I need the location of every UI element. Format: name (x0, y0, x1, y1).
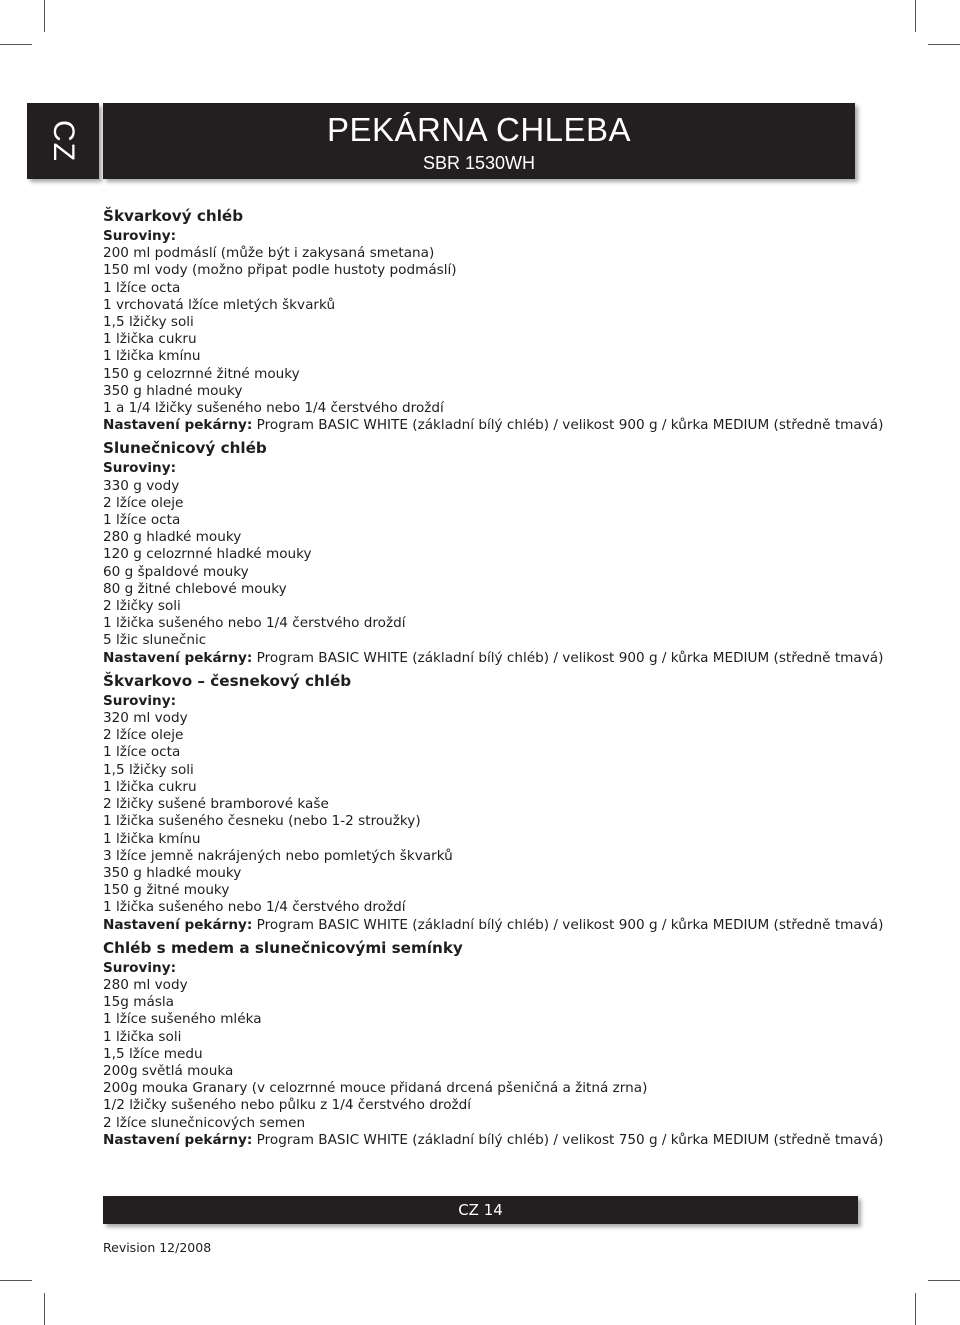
recipe-title: Slunečnicový chléb (103, 439, 267, 458)
settings-value: Program BASIC WHITE (základní bílý chléb) / velikost 900 g / kůrka MEDIUM (středně tmavá) (252, 649, 884, 666)
ingredient-item: 320 ml vody (103, 710, 188, 727)
ingredient-item: 150 ml vody (možno připat podle hustoty podmáslí) (103, 262, 457, 279)
ingredient-item: 200 ml podmáslí (může být i zakysaná smetana) (103, 245, 435, 262)
settings-value: Program BASIC WHITE (základní bílý chléb) / velikost 750 g / kůrka MEDIUM (středně tmavá) (252, 1131, 884, 1148)
ingredient-item: 280 ml vody (103, 976, 188, 993)
page-title: PEKÁRNA CHLEBA (326, 111, 632, 148)
crop-mark (44, 1293, 45, 1325)
bakery-settings (103, 916, 884, 934)
settings-value: Program BASIC WHITE (základní bílý chléb) / velikost 900 g / kůrka MEDIUM (středně tmavá) (252, 916, 884, 933)
ingredient-item: 2 lžičky sušené bramborové kaše (103, 796, 329, 813)
language-tab (27, 103, 99, 179)
recipe-section (103, 438, 884, 666)
ingredient-item: 1 lžička soli (103, 1028, 182, 1045)
ingredients-label: Suroviny: (103, 460, 177, 477)
ingredient-item: 1,5 lžičky soli (103, 761, 194, 778)
ingredient-item: 150 g žitné mouky (103, 882, 230, 899)
ingredient-item: 350 g hladné mouky (103, 382, 243, 399)
page-number: CZ 14 (458, 1201, 503, 1219)
ingredient-item: 280 g hladké mouky (103, 529, 242, 546)
ingredient-item: 2 lžíce oleje (103, 727, 184, 744)
ingredient-item: 200g mouka Granary (v celozrnné mouce přidaná drcená pšeničná a žitná zrna) (103, 1080, 648, 1097)
ingredient-item: 1 lžička sušeného nebo 1/4 čerstvého droždí (103, 899, 406, 916)
settings-value: Program BASIC WHITE (základní bílý chléb) / velikost 900 g / kůrka MEDIUM (středně tmavá) (252, 417, 884, 434)
crop-mark (0, 1280, 32, 1281)
crop-mark (44, 0, 45, 32)
ingredient-item: 1 lžíce octa (103, 279, 181, 296)
ingredient-item: 200g světlá mouka (103, 1062, 234, 1079)
page-number-bar (103, 1196, 858, 1224)
ingredient-item: 5 lžic slunečnic (103, 632, 207, 649)
ingredient-item: 2 lžíce oleje (103, 494, 184, 511)
ingredient-item: 2 lžičky soli (103, 598, 181, 615)
ingredient-item: 1 lžička kmínu (103, 348, 201, 365)
bakery-settings (103, 417, 884, 434)
crop-mark (915, 0, 916, 32)
ingredient-item: 1 lžička sušeného česneku (nebo 1-2 stroužky) (103, 813, 421, 830)
recipe-title: Škvarkovo – česnekový chléb (103, 671, 352, 690)
settings-label: Nastavení pekárny: (103, 649, 253, 666)
ingredient-item: 1 vrchovatá lžíce mletých škvarků (103, 296, 336, 313)
ingredient-item: 1,5 lžičky soli (103, 314, 194, 331)
ingredient-item: 60 g špaldové mouky (103, 563, 249, 580)
crop-mark (915, 1293, 916, 1325)
ingredient-item: 1 a 1/4 lžičky sušeného nebo 1/4 čerstvého droždí (103, 400, 444, 417)
crop-mark (928, 1280, 960, 1281)
ingredient-item: 80 g žitné chlebové mouky (103, 580, 287, 597)
ingredient-item: 1 lžíce octa (103, 744, 181, 761)
crop-mark (0, 44, 32, 45)
bakery-settings (103, 1131, 884, 1149)
ingredient-item: 1,5 lžíce medu (103, 1045, 203, 1062)
ingredient-item: 1/2 lžičky sušeného nebo půlku z 1/4 čerstvého droždí (103, 1097, 472, 1114)
ingredients-label: Suroviny: (103, 228, 177, 244)
ingredients-label: Suroviny: (103, 692, 177, 709)
bakery-settings (103, 649, 884, 667)
ingredient-item: 1 lžička cukru (103, 331, 197, 348)
ingredient-item: 1 lžíce octa (103, 512, 181, 529)
recipe-section (103, 938, 884, 1149)
ingredient-item: 1 lžička sušeného nebo 1/4 čerstvého droždí (103, 615, 406, 632)
recipe-section (103, 671, 884, 934)
ingredient-item: 330 g vody (103, 477, 180, 494)
recipe-section (103, 206, 884, 434)
settings-label: Nastavení pekárny: (103, 1131, 253, 1148)
model-number: SBR 1530WH (422, 153, 536, 173)
crop-mark (928, 44, 960, 45)
settings-label: Nastavení pekárny: (103, 417, 253, 434)
ingredient-item: 3 lžíce jemně nakrájených nebo pomletých škvarků (103, 847, 453, 864)
recipe-title: Škvarkový chléb (103, 207, 244, 225)
ingredient-item: 15g másla (103, 994, 175, 1011)
ingredient-item: 150 g celozrnné žitné mouky (103, 365, 300, 382)
recipe-title: Chléb s medem a slunečnicovými semínky (103, 938, 463, 957)
language-code: CZ (47, 120, 80, 162)
ingredient-item: 2 lžíce slunečnicových semen (103, 1114, 306, 1131)
recipe-list (103, 206, 884, 1149)
revision-note: Revision 12/2008 (103, 1240, 212, 1255)
ingredient-item: 1 lžička cukru (103, 778, 197, 795)
ingredients-label: Suroviny: (103, 959, 177, 976)
ingredient-item: 1 lžíce sušeného mléka (103, 1011, 262, 1028)
ingredient-item: 120 g celozrnné hladké mouky (103, 546, 312, 563)
title-bar (103, 103, 855, 179)
settings-label: Nastavení pekárny: (103, 916, 253, 933)
ingredient-item: 1 lžička kmínu (103, 830, 201, 847)
ingredient-item: 350 g hladké mouky (103, 864, 242, 881)
